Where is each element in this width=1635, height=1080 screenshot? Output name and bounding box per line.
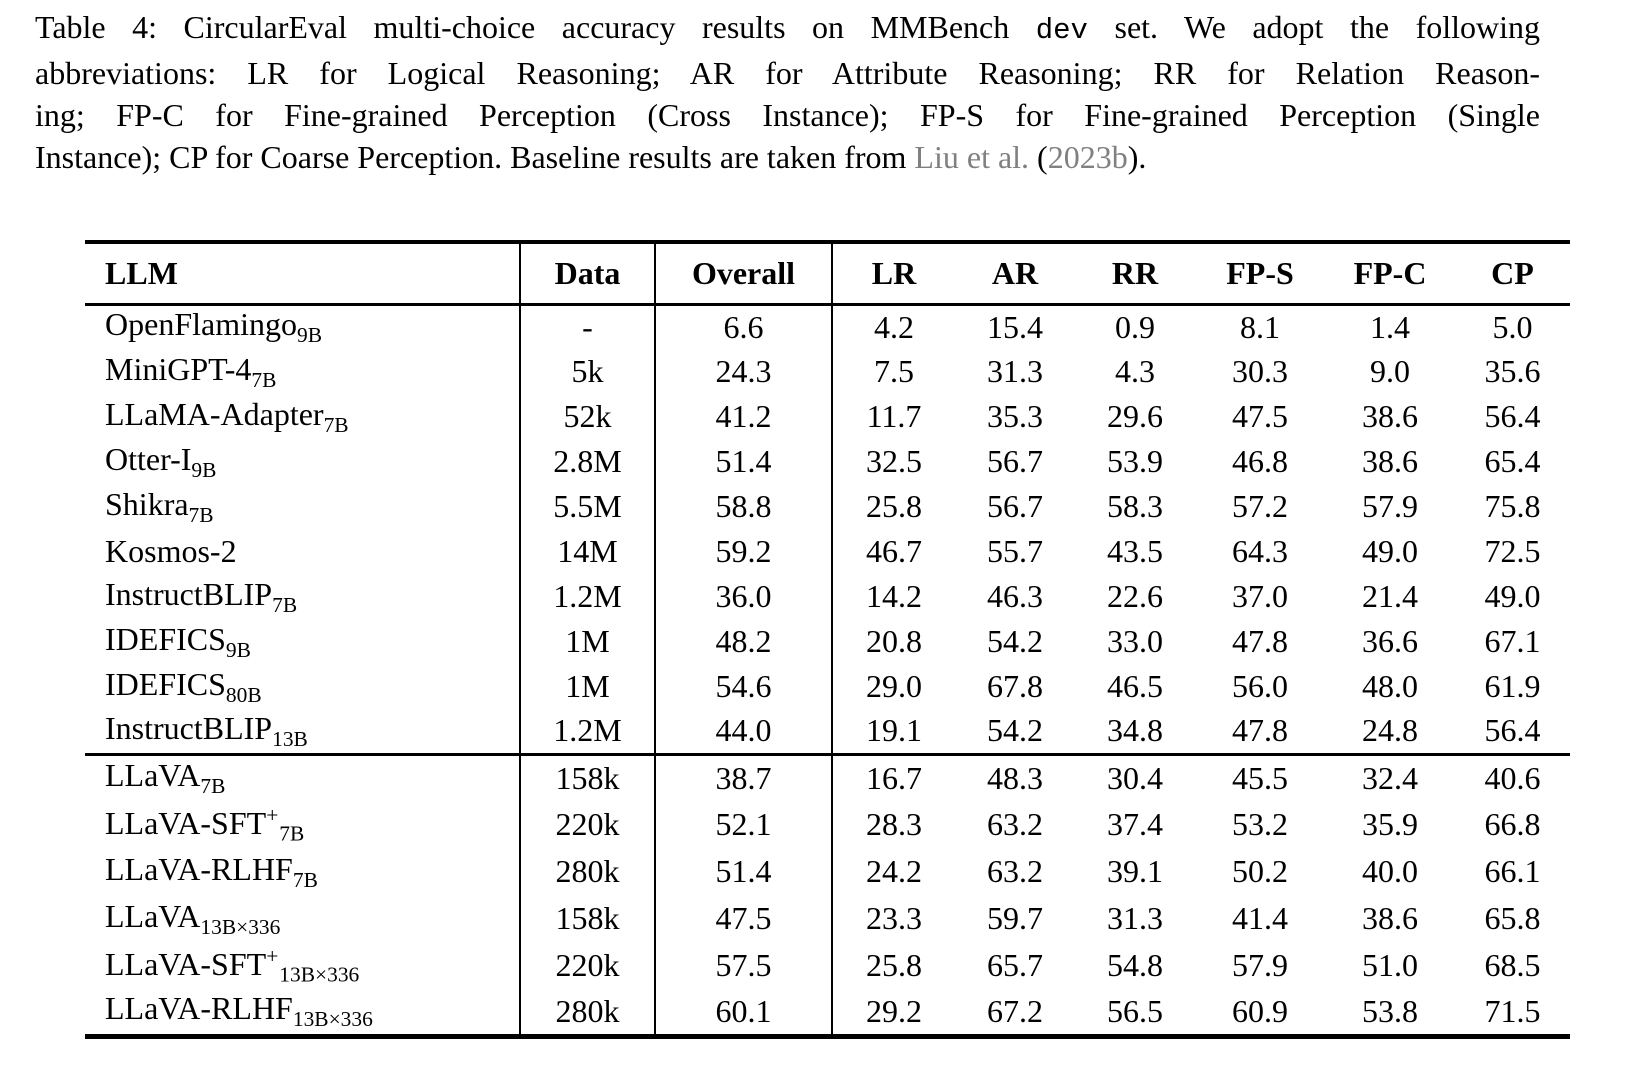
- value-cell: 29.0: [866, 668, 922, 704]
- caption-text: ).: [1127, 139, 1147, 175]
- value-cell: 58.8: [655, 484, 832, 529]
- model-superscript: +: [266, 802, 279, 827]
- header-row: [85, 242, 1570, 304]
- model-name-cell: [85, 989, 520, 1036]
- value-cell: 47.5: [655, 895, 832, 942]
- value-cell: 9.0: [1370, 353, 1410, 389]
- value-cell: -: [520, 304, 655, 349]
- value-cell: 56.4: [1484, 398, 1541, 434]
- value-cell: 16.7: [866, 759, 922, 796]
- caption-text: (: [1029, 139, 1048, 175]
- value-cell: 37.0: [1232, 578, 1288, 614]
- value-cell: 158k: [520, 754, 655, 801]
- model-subscript: 7B: [200, 774, 226, 799]
- table-row: [85, 801, 1570, 848]
- model-name: LLaVA-SFT: [105, 945, 267, 982]
- value-cell: 24.2: [866, 853, 922, 889]
- value-cell: 29.2: [866, 992, 922, 1029]
- value-cell: 49.0: [1362, 533, 1418, 569]
- value-cell: 65.8: [1484, 900, 1541, 936]
- value-cell: 53.8: [1362, 992, 1418, 1029]
- value-cell: 67.1: [1484, 623, 1541, 659]
- table-row: [85, 895, 1570, 942]
- value-cell: 60.9: [1232, 992, 1288, 1029]
- value-cell: 38.6: [1362, 398, 1418, 434]
- model-name: Otter-I: [105, 440, 192, 477]
- model-name: MiniGPT-4: [105, 350, 252, 387]
- model-name-cell: [85, 754, 520, 801]
- value-cell: 1M: [520, 619, 655, 664]
- value-cell: 6.6: [655, 304, 832, 349]
- table-row: [85, 754, 1570, 801]
- value-cell: 25.8: [866, 488, 922, 524]
- model-name: InstructBLIP: [105, 575, 273, 612]
- value-cell: 37.4: [1107, 806, 1163, 842]
- model-name-cell: [85, 942, 520, 989]
- value-cell: 5.5M: [520, 484, 655, 529]
- model-subscript: 7B: [323, 412, 349, 437]
- value-cell: 41.2: [655, 394, 832, 439]
- table-row: [85, 989, 1570, 1036]
- value-cell: 68.5: [1484, 947, 1541, 983]
- value-cell: 59.7: [987, 900, 1043, 936]
- caption-line: [35, 52, 1540, 94]
- value-cell: 64.3: [1232, 533, 1288, 569]
- model-name: OpenFlamingo: [105, 306, 297, 343]
- value-cell: 53.2: [1232, 806, 1288, 842]
- value-cell: 48.0: [1362, 668, 1418, 704]
- table-row: [85, 529, 1570, 574]
- value-cell: 56.5: [1107, 992, 1163, 1029]
- value-cell: 14.2: [866, 578, 922, 614]
- value-cell: 56.7: [987, 488, 1043, 524]
- model-name-cell: [85, 349, 520, 394]
- group-baselines: [85, 304, 1570, 754]
- value-cell: 25.8: [866, 947, 922, 983]
- value-cell: 67.8: [987, 668, 1043, 704]
- value-cell: 46.7: [866, 533, 922, 569]
- model-subscript: 13B: [272, 726, 308, 751]
- value-cell: 5.0: [1492, 308, 1533, 345]
- value-cell: 57.2: [1232, 488, 1288, 524]
- value-cell: 29.6: [1107, 398, 1163, 434]
- caption-line: [35, 94, 1540, 136]
- value-cell: 2.8M: [520, 439, 655, 484]
- value-cell: 11.7: [866, 398, 922, 434]
- value-cell: 57.5: [655, 942, 832, 989]
- model-name-cell: [85, 574, 520, 619]
- value-cell: 39.1: [1107, 853, 1163, 889]
- value-cell: 1.2M: [520, 574, 655, 619]
- value-cell: 60.1: [655, 989, 832, 1036]
- value-cell: 66.8: [1484, 806, 1541, 842]
- table-caption: [35, 6, 1540, 178]
- table-row: [85, 304, 1570, 349]
- value-cell: 65.7: [987, 947, 1043, 983]
- citation-link[interactable]: 2023b: [1047, 139, 1128, 175]
- value-cell: 63.2: [987, 806, 1043, 842]
- value-cell: 24.3: [655, 349, 832, 394]
- table-row: [85, 709, 1570, 754]
- value-cell: 51.0: [1362, 947, 1418, 983]
- caption-text: Table 4: CircularEval multi-choice accuracy results on MMBench: [35, 9, 1036, 45]
- value-cell: 38.6: [1362, 443, 1418, 479]
- col-header-llm: LLM: [85, 242, 520, 304]
- value-cell: 22.6: [1107, 578, 1163, 614]
- value-cell: 52.1: [655, 801, 832, 848]
- value-cell: 15.4: [987, 308, 1043, 345]
- table-row: [85, 484, 1570, 529]
- value-cell: 34.8: [1107, 712, 1163, 749]
- value-cell: 19.1: [866, 712, 922, 749]
- model-name: LLaVA-RLHF: [105, 990, 293, 1027]
- value-cell: 46.5: [1107, 668, 1163, 704]
- model-name: IDEFICS: [105, 620, 226, 657]
- value-cell: 55.7: [987, 533, 1043, 569]
- value-cell: 65.4: [1484, 443, 1541, 479]
- value-cell: 45.5: [1232, 759, 1288, 796]
- value-cell: 54.8: [1107, 947, 1163, 983]
- model-subscript: 7B: [292, 867, 318, 892]
- col-header-lr: LR: [871, 254, 917, 291]
- table-row: [85, 942, 1570, 989]
- value-cell: 66.1: [1484, 853, 1541, 889]
- value-cell: 280k: [520, 989, 655, 1036]
- model-name: LLaVA-RLHF: [105, 850, 293, 887]
- model-subscript: 7B: [279, 821, 305, 846]
- value-cell: 1M: [520, 664, 655, 709]
- value-cell: 36.0: [655, 574, 832, 619]
- value-cell: 35.6: [1484, 353, 1541, 389]
- caption-line: [35, 136, 1540, 178]
- value-cell: 4.2: [874, 308, 914, 345]
- value-cell: 23.3: [866, 900, 922, 936]
- value-cell: 1.2M: [520, 709, 655, 754]
- model-subscript: 13B×336: [292, 1007, 373, 1032]
- caption-text: abbreviations: LR for Logical Reasoning; AR for Attribute Reasoning; RR for Relation Reason-: [35, 55, 1540, 91]
- model-name-cell: [85, 709, 520, 754]
- value-cell: 61.9: [1484, 668, 1541, 704]
- model-name: Kosmos-2: [105, 533, 237, 569]
- value-cell: 158k: [520, 895, 655, 942]
- model-name: LLaVA: [105, 897, 201, 934]
- model-name-cell: [85, 484, 520, 529]
- col-header-fp-s: FP-S: [1226, 254, 1294, 291]
- value-cell: 63.2: [987, 853, 1043, 889]
- value-cell: 75.8: [1484, 488, 1541, 524]
- table-row: [85, 848, 1570, 895]
- model-name: InstructBLIP: [105, 709, 273, 746]
- value-cell: 30.3: [1232, 353, 1288, 389]
- table-row: [85, 394, 1570, 439]
- model-name-cell: [85, 801, 520, 848]
- value-cell: 32.4: [1362, 759, 1418, 796]
- value-cell: 54.6: [655, 664, 832, 709]
- caption-text: Instance); CP for Coarse Perception. Baseline results are taken from: [35, 139, 915, 175]
- value-cell: 48.3: [987, 759, 1043, 796]
- col-header-cp: CP: [1491, 254, 1534, 291]
- caption-text: set. We adopt the following: [1087, 9, 1541, 45]
- model-subscript: 7B: [272, 592, 298, 617]
- model-subscript: 9B: [225, 637, 251, 662]
- caption-text: ing; FP-C for Fine-grained Perception (Cross Instance); FP-S for Fine-grained Perception (Single: [35, 97, 1540, 133]
- model-name-cell: [85, 848, 520, 895]
- value-cell: 220k: [520, 942, 655, 989]
- value-cell: 4.3: [1115, 353, 1155, 389]
- value-cell: 1.4: [1370, 308, 1410, 345]
- value-cell: 36.6: [1362, 623, 1418, 659]
- model-subscript: 13B×336: [279, 962, 360, 987]
- model-name: LLaVA: [105, 757, 201, 794]
- value-cell: 46.8: [1232, 443, 1288, 479]
- code-text: dev: [1035, 14, 1088, 47]
- value-cell: 53.9: [1107, 443, 1163, 479]
- col-header-data: Data: [520, 242, 655, 304]
- value-cell: 50.2: [1232, 853, 1288, 889]
- value-cell: 31.3: [1107, 900, 1163, 936]
- col-header-ar: AR: [991, 254, 1039, 291]
- value-cell: 30.4: [1107, 759, 1163, 796]
- value-cell: 14M: [520, 529, 655, 574]
- value-cell: 41.4: [1232, 900, 1288, 936]
- value-cell: 59.2: [655, 529, 832, 574]
- value-cell: 56.7: [987, 443, 1043, 479]
- table-row: [85, 574, 1570, 619]
- col-header-fp-c: FP-C: [1353, 254, 1427, 291]
- value-cell: 49.0: [1484, 578, 1541, 614]
- value-cell: 46.3: [987, 578, 1043, 614]
- model-name-cell: [85, 529, 520, 574]
- value-cell: 43.5: [1107, 533, 1163, 569]
- group-llava: [85, 754, 1570, 1036]
- value-cell: 35.9: [1362, 806, 1418, 842]
- value-cell: 47.8: [1232, 712, 1288, 749]
- value-cell: 8.1: [1240, 308, 1280, 345]
- caption-line: [35, 6, 1540, 52]
- value-cell: 47.5: [1232, 398, 1288, 434]
- model-name: Shikra: [105, 485, 189, 522]
- col-header-rr: RR: [1111, 254, 1159, 291]
- value-cell: 71.5: [1484, 992, 1541, 1029]
- value-cell: 44.0: [655, 709, 832, 754]
- model-name-cell: [85, 664, 520, 709]
- model-subscript: 9B: [296, 323, 323, 348]
- value-cell: 47.8: [1232, 623, 1288, 659]
- value-cell: 280k: [520, 848, 655, 895]
- model-subscript: 9B: [191, 457, 217, 482]
- table-row: [85, 619, 1570, 664]
- model-name-cell: [85, 895, 520, 942]
- value-cell: 24.8: [1362, 712, 1418, 749]
- value-cell: 57.9: [1362, 488, 1418, 524]
- value-cell: 72.5: [1484, 533, 1541, 569]
- model-subscript: 13B×336: [200, 914, 281, 939]
- model-name: LLaMA-Adapter: [105, 395, 324, 432]
- table-row: [85, 664, 1570, 709]
- value-cell: 54.2: [987, 623, 1043, 659]
- model-name-cell: [85, 439, 520, 484]
- value-cell: 5k: [520, 349, 655, 394]
- results-table: [85, 240, 1570, 1039]
- model-name-cell: [85, 304, 520, 349]
- value-cell: 38.7: [655, 754, 832, 801]
- value-cell: 56.4: [1484, 712, 1541, 749]
- value-cell: 52k: [520, 394, 655, 439]
- value-cell: 38.6: [1362, 900, 1418, 936]
- value-cell: 33.0: [1107, 623, 1163, 659]
- value-cell: 67.2: [987, 992, 1043, 1029]
- value-cell: 57.9: [1232, 947, 1288, 983]
- value-cell: 48.2: [655, 619, 832, 664]
- value-cell: 40.6: [1484, 759, 1541, 796]
- model-name: IDEFICS: [105, 665, 226, 702]
- value-cell: 220k: [520, 801, 655, 848]
- value-cell: 58.3: [1107, 488, 1163, 524]
- value-cell: 54.2: [987, 712, 1043, 749]
- table-row: [85, 349, 1570, 394]
- table-row: [85, 439, 1570, 484]
- model-name-cell: [85, 394, 520, 439]
- model-subscript: 7B: [188, 502, 214, 527]
- value-cell: 20.8: [866, 623, 922, 659]
- value-cell: 0.9: [1115, 308, 1155, 345]
- model-name-cell: [85, 619, 520, 664]
- value-cell: 7.5: [874, 353, 914, 389]
- value-cell: 56.0: [1232, 668, 1288, 704]
- value-cell: 40.0: [1362, 853, 1418, 889]
- model-superscript: +: [266, 943, 279, 968]
- col-header-overall: Overall: [655, 242, 832, 304]
- value-cell: 28.3: [866, 806, 922, 842]
- model-name: LLaVA-SFT: [105, 804, 267, 841]
- value-cell: 32.5: [866, 443, 922, 479]
- value-cell: 35.3: [987, 398, 1043, 434]
- citation-link[interactable]: Liu et al.: [914, 139, 1030, 175]
- value-cell: 21.4: [1362, 578, 1418, 614]
- model-subscript: 7B: [251, 367, 277, 392]
- value-cell: 51.4: [655, 848, 832, 895]
- model-subscript: 80B: [225, 682, 262, 707]
- value-cell: 31.3: [987, 353, 1043, 389]
- value-cell: 51.4: [655, 439, 832, 484]
